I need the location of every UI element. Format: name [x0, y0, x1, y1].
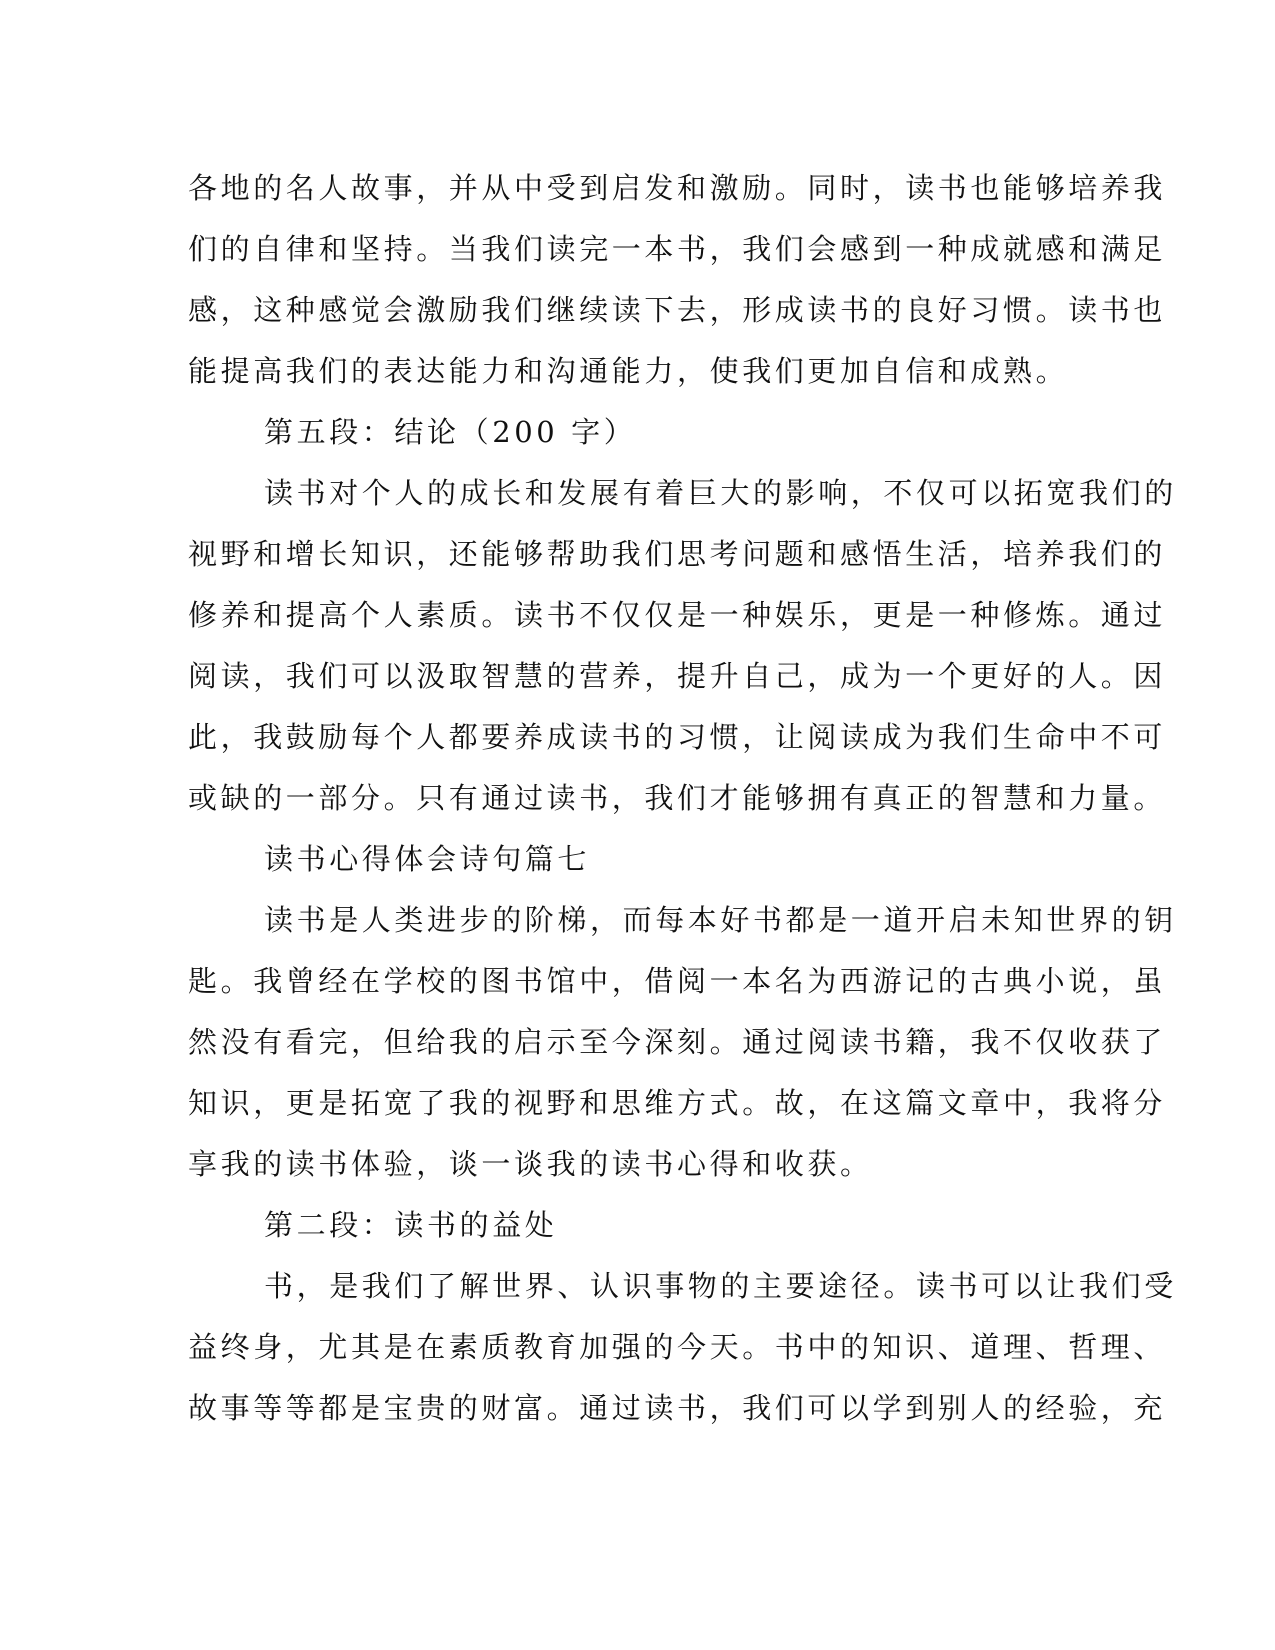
text-line: 此，我鼓励每个人都要养成读书的习惯，让阅读成为我们生命中不可 — [188, 720, 1167, 754]
text-line: 阅读，我们可以汲取智慧的营养，提升自己，成为一个更好的人。因 — [188, 659, 1167, 693]
text-line: 视野和增长知识，还能够帮助我们思考问题和感悟生活，培养我们的 — [188, 537, 1167, 571]
text-line: 读书对个人的成长和发展有着巨大的影响，不仅可以拓宽我们的 — [264, 476, 1177, 510]
text-line: 能提高我们的表达能力和沟通能力，使我们更加自信和成熟。 — [188, 354, 1069, 388]
text-line: 知识，更是拓宽了我的视野和思维方式。故，在这篇文章中，我将分 — [188, 1086, 1167, 1120]
text-line: 或缺的一部分。只有通过读书，我们才能够拥有真正的智慧和力量。 — [188, 781, 1167, 815]
text-line: 读书是人类进步的阶梯，而每本好书都是一道开启未知世界的钥 — [264, 903, 1177, 937]
text-line: 修养和提高个人素质。读书不仅仅是一种娱乐，更是一种修炼。通过 — [188, 598, 1167, 632]
text-line: 书，是我们了解世界、认识事物的主要途径。读书可以让我们受 — [264, 1269, 1177, 1303]
article-title: 读书心得体会诗句篇七 — [264, 842, 591, 876]
text-line: 匙。我曾经在学校的图书馆中，借阅一本名为西游记的古典小说，虽 — [188, 964, 1167, 998]
text-line: 益终身，尤其是在素质教育加强的今天。书中的知识、道理、哲理、 — [188, 1330, 1167, 1364]
section-heading: 第五段：结论（200 字） — [264, 415, 637, 449]
text-line: 感，这种感觉会激励我们继续读下去，形成读书的良好习惯。读书也 — [188, 293, 1167, 327]
text-line: 故事等等都是宝贵的财富。通过读书，我们可以学到别人的经验，充 — [188, 1391, 1167, 1425]
text-line: 然没有看完，但给我的启示至今深刻。通过阅读书籍，我不仅收获了 — [188, 1025, 1167, 1059]
text-line: 各地的名人故事，并从中受到启发和激励。同时，读书也能够培养我 — [188, 171, 1167, 205]
section-heading: 第二段：读书的益处 — [264, 1208, 558, 1242]
text-line: 享我的读书体验，谈一谈我的读书心得和收获。 — [188, 1147, 873, 1181]
text-line: 们的自律和坚持。当我们读完一本书，我们会感到一种成就感和满足 — [188, 232, 1167, 266]
document-body — [188, 158, 1177, 1439]
